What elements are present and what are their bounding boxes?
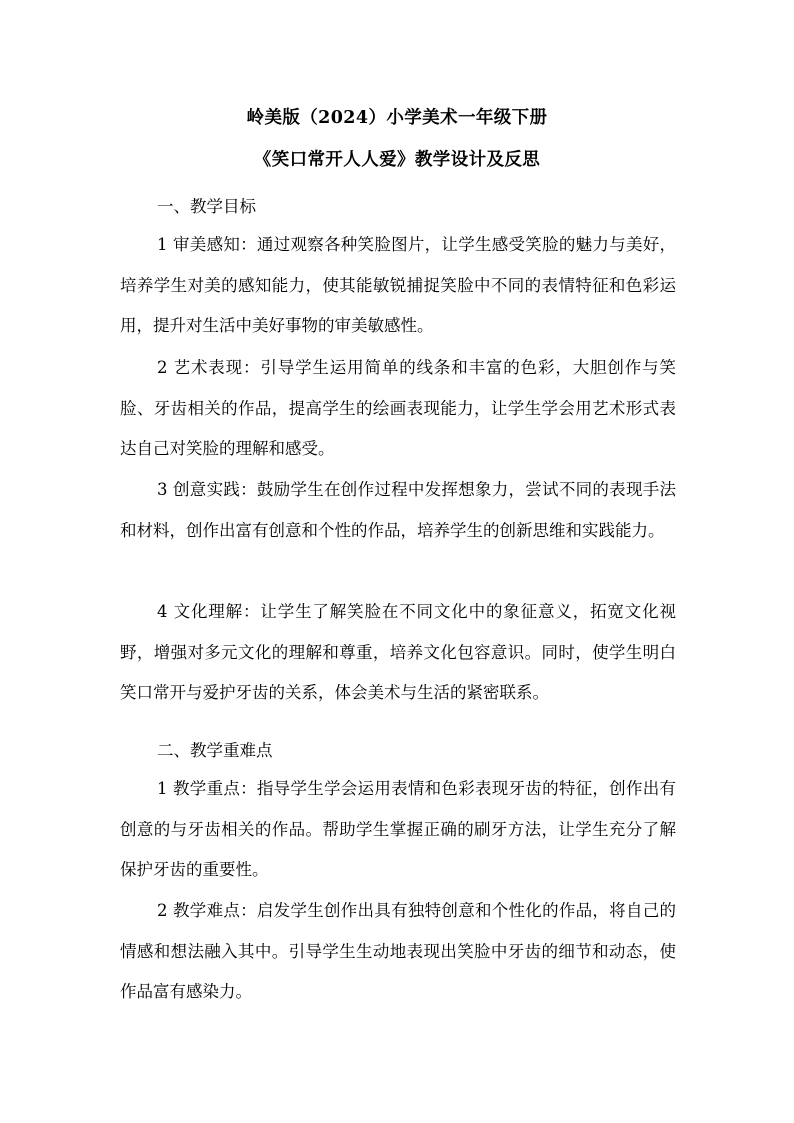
section-heading-key-points: 二、教学重难点 [157,741,273,760]
key-point-item-1: 1 教学重点：指导学生学会运用表情和色彩表现牙齿的特征，创作出有创意的与牙齿相关的作品。帮助学生掌握正确的刷牙方法，让学生充分了解保护牙齿的重要性。 [120,779,676,879]
section-heading-objectives: 一、教学目标 [157,197,256,216]
objective-item-3: 3 创意实践：鼓励学生在创作过程中发挥想象力，尝试不同的表现手法和材料，创作出富有创意和个性的作品，培养学生的创新思维和实践能力。 [120,480,676,540]
objective-item-4: 4 文化理解：让学生了解笑脸在不同文化中的象征意义，拓宽文化视野，增强对多元文化的理解和尊重，培养文化包容意识。同时，使学生明白笑口常开与爱护牙齿的关系，体会美术与生活的紧密联系。 [120,602,676,702]
document-title-line1: 岭美版（2024）小学美术一年级下册 [246,108,548,128]
objective-item-2: 2 艺术表现：引导学生运用简单的线条和丰富的色彩，大胆创作与笑脸、牙齿相关的作品，提高学生的绘画表现能力，让学生学会用艺术形式表达自己对笑脸的理解和感受。 [120,358,676,458]
document-title-line2: 《笑口常开人人爱》教学设计及反思 [253,150,541,170]
objective-item-1: 1 审美感知：通过观察各种笑脸图片，让学生感受笑脸的魅力与美好，培养学生对美的感知能力，使其能敏锐捕捉笑脸中不同的表情特征和色彩运用，提升对生活中美好事物的审美敏感性。 [120,235,676,335]
key-point-item-2: 2 教学难点：启发学生创作出具有独特创意和个性化的作品，将自己的情感和想法融入其中。引导学生生动地表现出笑脸中牙齿的细节和动态，使作品富有感染力。 [120,901,676,1001]
